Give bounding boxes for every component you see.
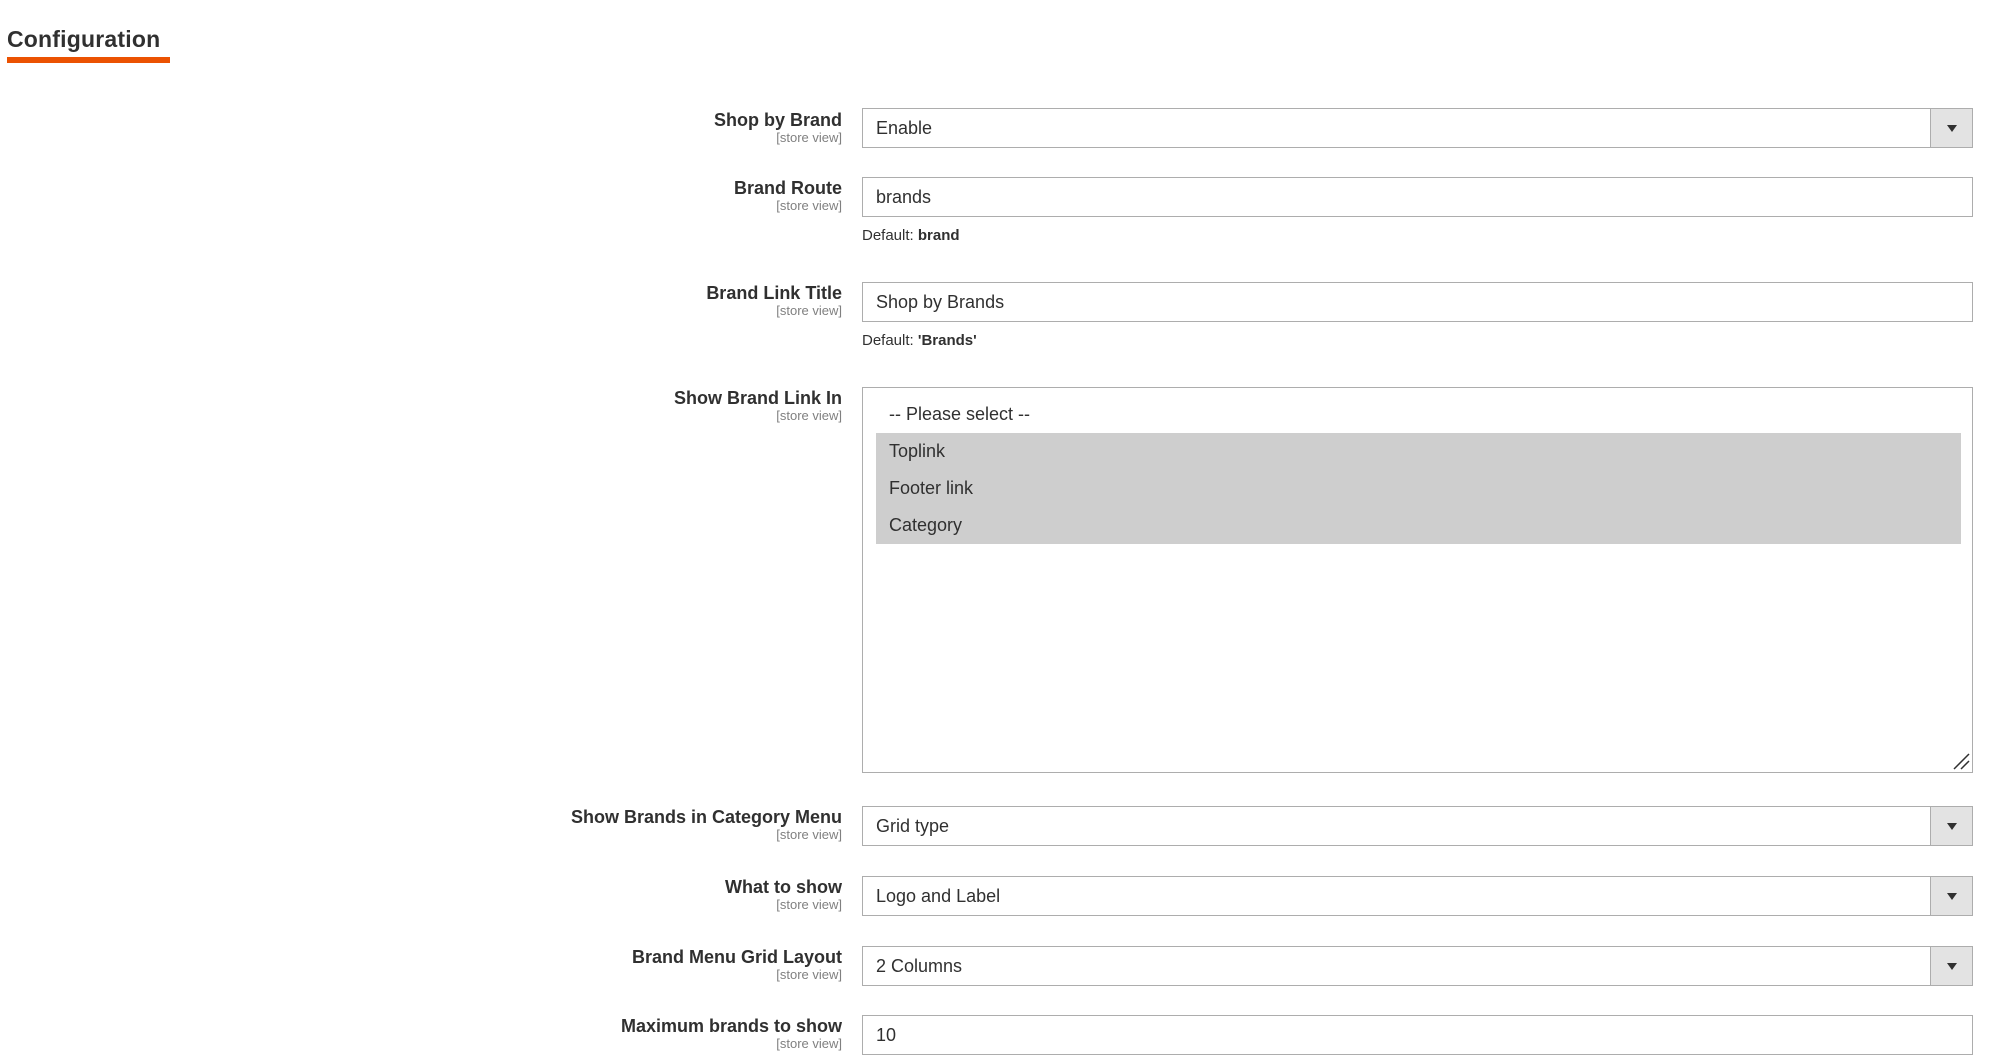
input-value: Shop by Brands xyxy=(876,292,1005,312)
field-label-text: Shop by Brand xyxy=(713,110,842,130)
select-value: 2 Columns xyxy=(876,956,963,976)
field-label-text: Brand Link Title xyxy=(706,283,842,303)
field-label xyxy=(706,282,842,318)
input-value: brands xyxy=(876,187,932,207)
field-scope: [store view] xyxy=(776,967,842,982)
chevron-down-icon[interactable] xyxy=(1930,877,1972,915)
field-label xyxy=(734,177,842,213)
field-scope: [store view] xyxy=(776,198,842,213)
field-label xyxy=(621,1015,842,1051)
field-scope: [store view] xyxy=(776,130,842,145)
chevron-down-icon[interactable] xyxy=(1930,109,1972,147)
input-value: 10 xyxy=(876,1025,897,1045)
option-toplink[interactable]: Toplink xyxy=(876,433,1961,470)
field-label xyxy=(632,946,842,982)
field-scope: [store view] xyxy=(776,408,842,423)
chevron-down-icon[interactable] xyxy=(1930,947,1972,985)
shop-by-brand-select[interactable] xyxy=(862,108,1973,148)
title-underline xyxy=(7,57,170,63)
field-label-text: Maximum brands to show xyxy=(620,1016,842,1036)
default-note-prefix: Default: xyxy=(862,332,918,349)
field-label-text: Brand Menu Grid Layout xyxy=(631,947,842,967)
default-note-value: 'Brands' xyxy=(917,332,977,349)
select-value: Logo and Label xyxy=(876,886,1001,906)
field-label xyxy=(714,109,842,145)
option-please-select[interactable]: -- Please select -- xyxy=(889,404,1031,424)
field-label xyxy=(725,876,842,912)
default-note-prefix: Default: xyxy=(862,227,918,244)
option-category[interactable]: Category xyxy=(876,507,1961,544)
brand-route-input[interactable] xyxy=(862,177,1973,217)
field-label xyxy=(571,806,842,842)
select-value: Enable xyxy=(876,118,933,138)
field-scope: [store view] xyxy=(776,303,842,318)
brand-menu-grid-layout-select[interactable] xyxy=(862,946,1973,986)
field-scope: [store view] xyxy=(776,827,842,842)
default-note xyxy=(862,227,960,244)
maximum-brands-to-show-input[interactable] xyxy=(862,1015,1973,1055)
page-title: Configuration xyxy=(7,26,161,52)
field-label xyxy=(674,387,842,423)
default-note xyxy=(862,332,977,349)
option-footer-link[interactable]: Footer link xyxy=(876,470,1961,507)
field-label-text: Show Brands in Category Menu xyxy=(570,807,842,827)
field-scope: [store view] xyxy=(776,897,842,912)
default-note-value: brand xyxy=(917,227,960,244)
brand-link-title-input[interactable] xyxy=(862,282,1973,322)
field-label-text: Show Brand Link In xyxy=(673,388,842,408)
show-brands-in-category-menu-select[interactable] xyxy=(862,806,1973,846)
field-scope: [store view] xyxy=(776,1036,842,1051)
show-brand-link-in-multiselect[interactable] xyxy=(862,387,1973,773)
resize-handle-icon[interactable] xyxy=(1952,752,1970,770)
chevron-down-icon[interactable] xyxy=(1930,807,1972,845)
field-label-text: Brand Route xyxy=(734,178,842,198)
what-to-show-select[interactable] xyxy=(862,876,1973,916)
select-value: Grid type xyxy=(876,816,950,836)
field-label-text: What to show xyxy=(725,877,842,897)
